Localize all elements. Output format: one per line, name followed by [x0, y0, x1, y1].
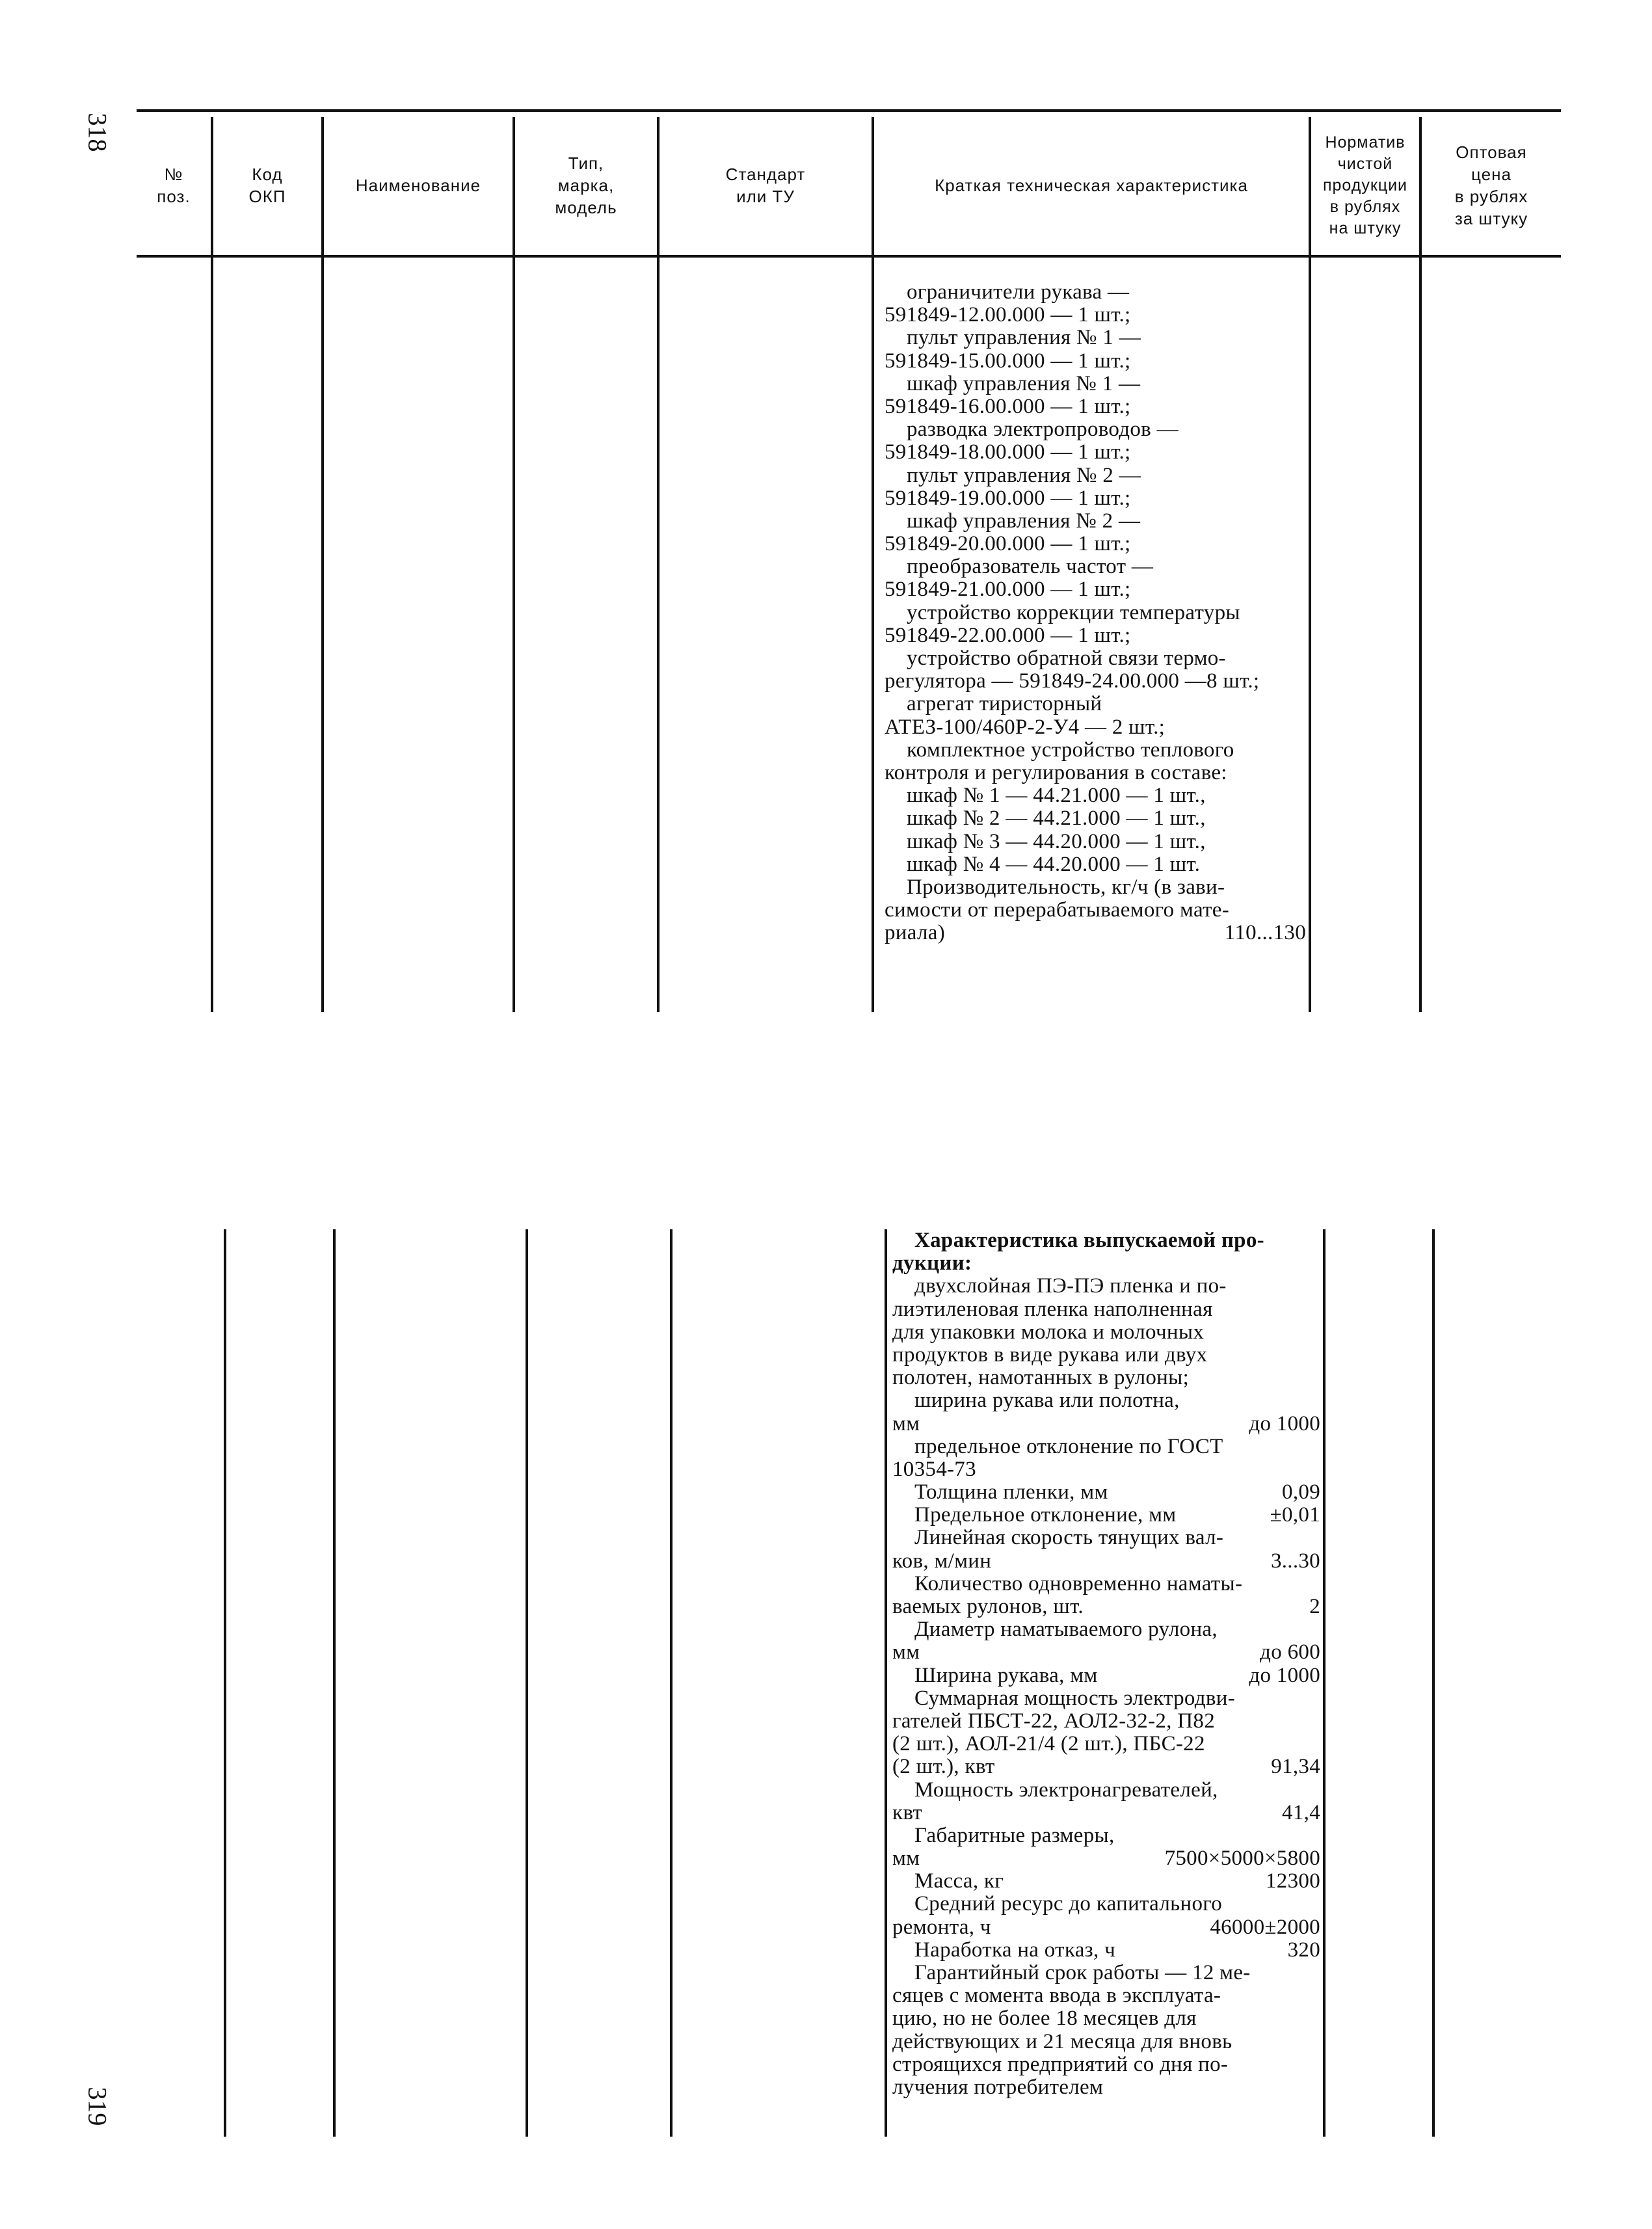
column-line — [526, 1229, 528, 2137]
characteristic-line — [892, 2031, 1320, 2053]
characteristic-line — [892, 1641, 1320, 1664]
characteristic-text: шкаф № 3 — 44.20.000 — 1 шт., — [907, 829, 1206, 853]
column-line — [224, 1229, 226, 2137]
characteristic-text: комплектное устройство теплового — [907, 738, 1234, 762]
column-line — [1309, 258, 1311, 1012]
column-line — [1419, 258, 1422, 1012]
characteristic-text: пульт управления № 2 — — [907, 463, 1141, 487]
characteristic-text: Характеристика выпускаемой про- — [914, 1229, 1264, 1252]
column-line — [321, 258, 324, 1012]
characteristic-text: Масса, кг — [914, 1869, 1004, 1893]
characteristic-line — [885, 464, 1306, 487]
characteristic-line — [885, 624, 1306, 647]
characteristic-text: преобразователь частот — — [907, 555, 1154, 579]
header-characteristic: Краткая техническая характеристика — [935, 176, 1248, 195]
characteristic-text: шкаф № 4 — 44.20.000 — 1 шт. — [907, 852, 1201, 876]
characteristic-line — [885, 418, 1306, 441]
characteristic-line — [885, 373, 1306, 395]
characteristic-line — [885, 327, 1306, 349]
characteristic-text: (2 шт.), квт — [892, 1755, 995, 1779]
characteristic-value: до 600 — [1260, 1640, 1320, 1664]
header-type: Тип, марка, модель — [555, 153, 617, 217]
header-standard: Стандарт или ТУ — [725, 165, 806, 206]
page-number-top: 318 — [83, 113, 113, 152]
characteristic-line — [885, 510, 1306, 533]
characteristic-line — [885, 578, 1306, 601]
characteristic-text: ваемых рулонов, шт. — [892, 1595, 1084, 1618]
column-line — [513, 258, 515, 1012]
characteristic-block-1 — [885, 281, 1306, 944]
characteristic-text: 591849-15.00.000 — 1 шт.; — [885, 349, 1131, 373]
characteristic-line — [892, 2076, 1320, 2099]
characteristic-line — [892, 1916, 1320, 1939]
characteristic-value: 12300 — [1266, 1869, 1320, 1893]
characteristic-text: мм — [892, 1847, 920, 1871]
header-name: Наименование — [355, 176, 481, 195]
characteristic-text: Диаметр наматываемого рулона, — [914, 1618, 1218, 1642]
characteristic-line — [892, 1710, 1320, 1733]
characteristic-text: риала) — [885, 921, 946, 945]
characteristic-line — [885, 602, 1306, 624]
column-line — [670, 1229, 673, 2137]
characteristic-line — [892, 1802, 1320, 1824]
characteristic-text: (2 шт.), АОЛ-21/4 (2 шт.), ПБС-22 — [892, 1732, 1205, 1756]
characteristic-text: Мощность электронагревателей, — [914, 1778, 1218, 1802]
characteristic-line — [892, 1687, 1320, 1710]
characteristic-line — [892, 1389, 1320, 1412]
characteristic-text: 10354-73 — [892, 1457, 976, 1481]
characteristic-text: сяцев с момента ввода в эксплуата- — [892, 1984, 1221, 2008]
column-line — [1323, 1229, 1326, 2137]
characteristic-line — [892, 1413, 1320, 1435]
characteristic-line — [885, 739, 1306, 762]
characteristic-text: ремонта, ч — [892, 1915, 991, 1939]
characteristic-line — [885, 441, 1306, 464]
characteristic-line — [885, 487, 1306, 510]
characteristic-text: Гарантийный срок работы — 12 ме- — [914, 1961, 1251, 1984]
characteristic-value: 320 — [1287, 1938, 1320, 1962]
characteristic-line — [892, 1298, 1320, 1321]
characteristic-text: Количество одновременно наматы- — [914, 1571, 1243, 1595]
characteristic-text: симости от перерабатываемого мате- — [885, 898, 1229, 922]
characteristic-text: действующих и 21 месяца для вновь — [892, 2029, 1232, 2053]
characteristic-line — [892, 1550, 1320, 1573]
characteristic-line — [892, 1618, 1320, 1641]
header-top-rule — [137, 109, 1561, 112]
column-line — [657, 258, 659, 1012]
characteristic-line — [885, 853, 1306, 876]
characteristic-line — [892, 1458, 1320, 1481]
characteristic-value: до 1000 — [1249, 1411, 1320, 1435]
characteristic-text: АТЕЗ-100/460Р-2-У4 — 2 шт.; — [885, 715, 1166, 739]
characteristic-text: квт — [892, 1800, 923, 1824]
characteristic-line — [892, 1321, 1320, 1344]
header-price: Оптовая цена в рублях за штуку — [1454, 142, 1528, 228]
characteristic-text: 591849-21.00.000 — 1 шт.; — [885, 578, 1131, 602]
characteristic-text: двухслойная ПЭ-ПЭ пленка и по- — [914, 1274, 1227, 1298]
characteristic-text: устройство обратной связи термо- — [907, 647, 1226, 670]
characteristic-line — [885, 281, 1306, 304]
characteristic-text: Ширина рукава, мм — [914, 1663, 1098, 1687]
characteristic-text: 591849-16.00.000 — 1 шт.; — [885, 394, 1131, 418]
characteristic-line — [892, 2007, 1320, 2030]
characteristic-line — [885, 831, 1306, 853]
page-number-bottom: 319 — [83, 2087, 113, 2126]
characteristic-text: строящихся предприятий со дня по- — [892, 2052, 1229, 2076]
characteristic-line — [892, 1962, 1320, 1984]
characteristic-line — [885, 807, 1306, 830]
characteristic-text: разводка электропроводов — — [907, 418, 1179, 442]
characteristic-line — [885, 762, 1306, 784]
characteristic-line — [892, 1779, 1320, 1802]
characteristic-block-2 — [892, 1229, 1320, 2099]
characteristic-text: для упаковки молока и молочных — [892, 1320, 1205, 1344]
characteristic-value: до 1000 — [1249, 1663, 1320, 1687]
characteristic-line — [885, 555, 1306, 578]
characteristic-text: шкаф № 2 — 44.21.000 — 1 шт., — [907, 807, 1206, 831]
characteristic-text: регулятора — 591849-24.00.000 —8 шт.; — [885, 669, 1260, 693]
characteristic-line — [885, 304, 1306, 327]
characteristic-line — [892, 1870, 1320, 1893]
characteristic-text: шкаф управления № 1 — — [907, 371, 1141, 395]
characteristic-value: 0,09 — [1282, 1480, 1320, 1504]
column-line — [211, 258, 213, 1012]
characteristic-text: Габаритные размеры, — [914, 1823, 1115, 1847]
characteristic-line — [885, 693, 1306, 715]
characteristic-value: 46000±2000 — [1210, 1915, 1320, 1939]
header-norm: Норматив чистой продукции в рублях на штуку — [1322, 133, 1408, 237]
characteristic-line — [892, 1733, 1320, 1755]
characteristic-text: 591849-20.00.000 — 1 шт.; — [885, 532, 1131, 556]
characteristic-text: агрегат тиристорный — [907, 692, 1102, 716]
characteristic-value: ±0,01 — [1270, 1503, 1320, 1527]
characteristic-text: Наработка на отказ, ч — [914, 1938, 1115, 1962]
characteristic-line — [885, 350, 1306, 373]
characteristic-text: Суммарная мощность электродви- — [914, 1686, 1235, 1710]
characteristic-text: ширина рукава или полотна, — [914, 1389, 1180, 1413]
characteristic-line — [892, 1893, 1320, 1915]
characteristic-text: лиэтиленовая пленка наполненная — [892, 1297, 1213, 1321]
characteristic-text: полотен, намотанных в рулоны; — [892, 1366, 1190, 1390]
characteristic-line — [892, 1435, 1320, 1458]
characteristic-text: шкаф № 1 — 44.21.000 — 1 шт., — [907, 784, 1206, 808]
column-line — [1432, 1229, 1435, 2137]
characteristic-line — [892, 1595, 1320, 1618]
characteristic-text: мм — [892, 1640, 920, 1664]
characteristic-line — [892, 1664, 1320, 1687]
characteristic-text: шкаф управления № 2 — — [907, 509, 1141, 533]
characteristic-text: цию, но не более 18 месяцев для — [892, 2007, 1197, 2031]
header-okp: Код ОКП — [248, 165, 286, 206]
characteristic-line — [885, 784, 1306, 807]
characteristic-line — [892, 1847, 1320, 1870]
characteristic-line — [892, 1527, 1320, 1549]
characteristic-text: пульт управления № 1 — — [907, 326, 1141, 350]
characteristic-line — [892, 1504, 1320, 1527]
characteristic-line — [885, 533, 1306, 555]
characteristic-line — [885, 647, 1306, 670]
characteristic-text: Толщина пленки, мм — [914, 1480, 1108, 1504]
characteristic-text: Средний ресурс до капитального — [914, 1892, 1223, 1916]
characteristic-line — [885, 899, 1306, 922]
column-line — [872, 258, 874, 1012]
characteristic-value: 3...30 — [1270, 1549, 1320, 1573]
characteristic-text: Предельное отклонение, мм — [914, 1503, 1177, 1527]
header-bottom-rule — [137, 255, 1561, 258]
characteristic-text: 591849-19.00.000 — 1 шт.; — [885, 486, 1131, 510]
characteristic-line — [892, 1939, 1320, 1962]
characteristic-text: ков, м/мин — [892, 1549, 992, 1573]
characteristic-line — [892, 1755, 1320, 1778]
characteristic-line — [885, 716, 1306, 739]
characteristic-line — [885, 395, 1306, 418]
characteristic-line — [885, 670, 1306, 693]
characteristic-text: дукции: — [892, 1251, 972, 1275]
characteristic-text: устройство коррекции температуры — [907, 600, 1240, 624]
characteristic-line — [885, 922, 1306, 944]
characteristic-text: 591849-18.00.000 — 1 шт.; — [885, 440, 1131, 464]
characteristic-line — [892, 1481, 1320, 1504]
characteristic-text: лучения потребителем — [892, 2075, 1104, 2099]
characteristic-text: контроля и регулирования в составе: — [885, 760, 1227, 784]
characteristic-line — [885, 876, 1306, 899]
characteristic-text: Линейная скорость тянущих вал- — [914, 1526, 1224, 1550]
characteristic-line — [892, 2053, 1320, 2076]
characteristic-text: Производительность, кг/ч (в зави- — [907, 875, 1225, 899]
characteristic-line — [892, 1275, 1320, 1298]
characteristic-text: предельное отклонение по ГОСТ — [914, 1434, 1223, 1458]
characteristic-text: 591849-22.00.000 — 1 шт.; — [885, 623, 1131, 647]
characteristic-text: гателей ПБСТ-22, АОЛ2-32-2, П82 — [892, 1709, 1216, 1733]
characteristic-value: 2 — [1309, 1595, 1320, 1618]
characteristic-value: 41,4 — [1282, 1800, 1320, 1824]
characteristic-value: 91,34 — [1271, 1755, 1320, 1779]
characteristic-value: 7500×5000×5800 — [1164, 1847, 1320, 1871]
header-pos: № поз. — [157, 165, 191, 206]
characteristic-text: 591849-12.00.000 — 1 шт.; — [885, 303, 1131, 327]
characteristic-line — [892, 1367, 1320, 1389]
characteristic-line — [892, 1573, 1320, 1595]
column-line — [333, 1229, 336, 2137]
characteristic-text: продуктов в виде рукава или двух — [892, 1342, 1208, 1367]
characteristic-text: ограничители рукава — — [907, 280, 1130, 304]
characteristic-line — [892, 1984, 1320, 2007]
characteristic-value: 110...130 — [1224, 921, 1306, 945]
characteristic-line — [892, 1824, 1320, 1847]
characteristic-line — [892, 1252, 1320, 1275]
characteristic-line — [892, 1344, 1320, 1367]
column-line — [885, 1229, 887, 2137]
characteristic-line — [892, 1229, 1320, 1252]
characteristic-text: мм — [892, 1411, 920, 1435]
